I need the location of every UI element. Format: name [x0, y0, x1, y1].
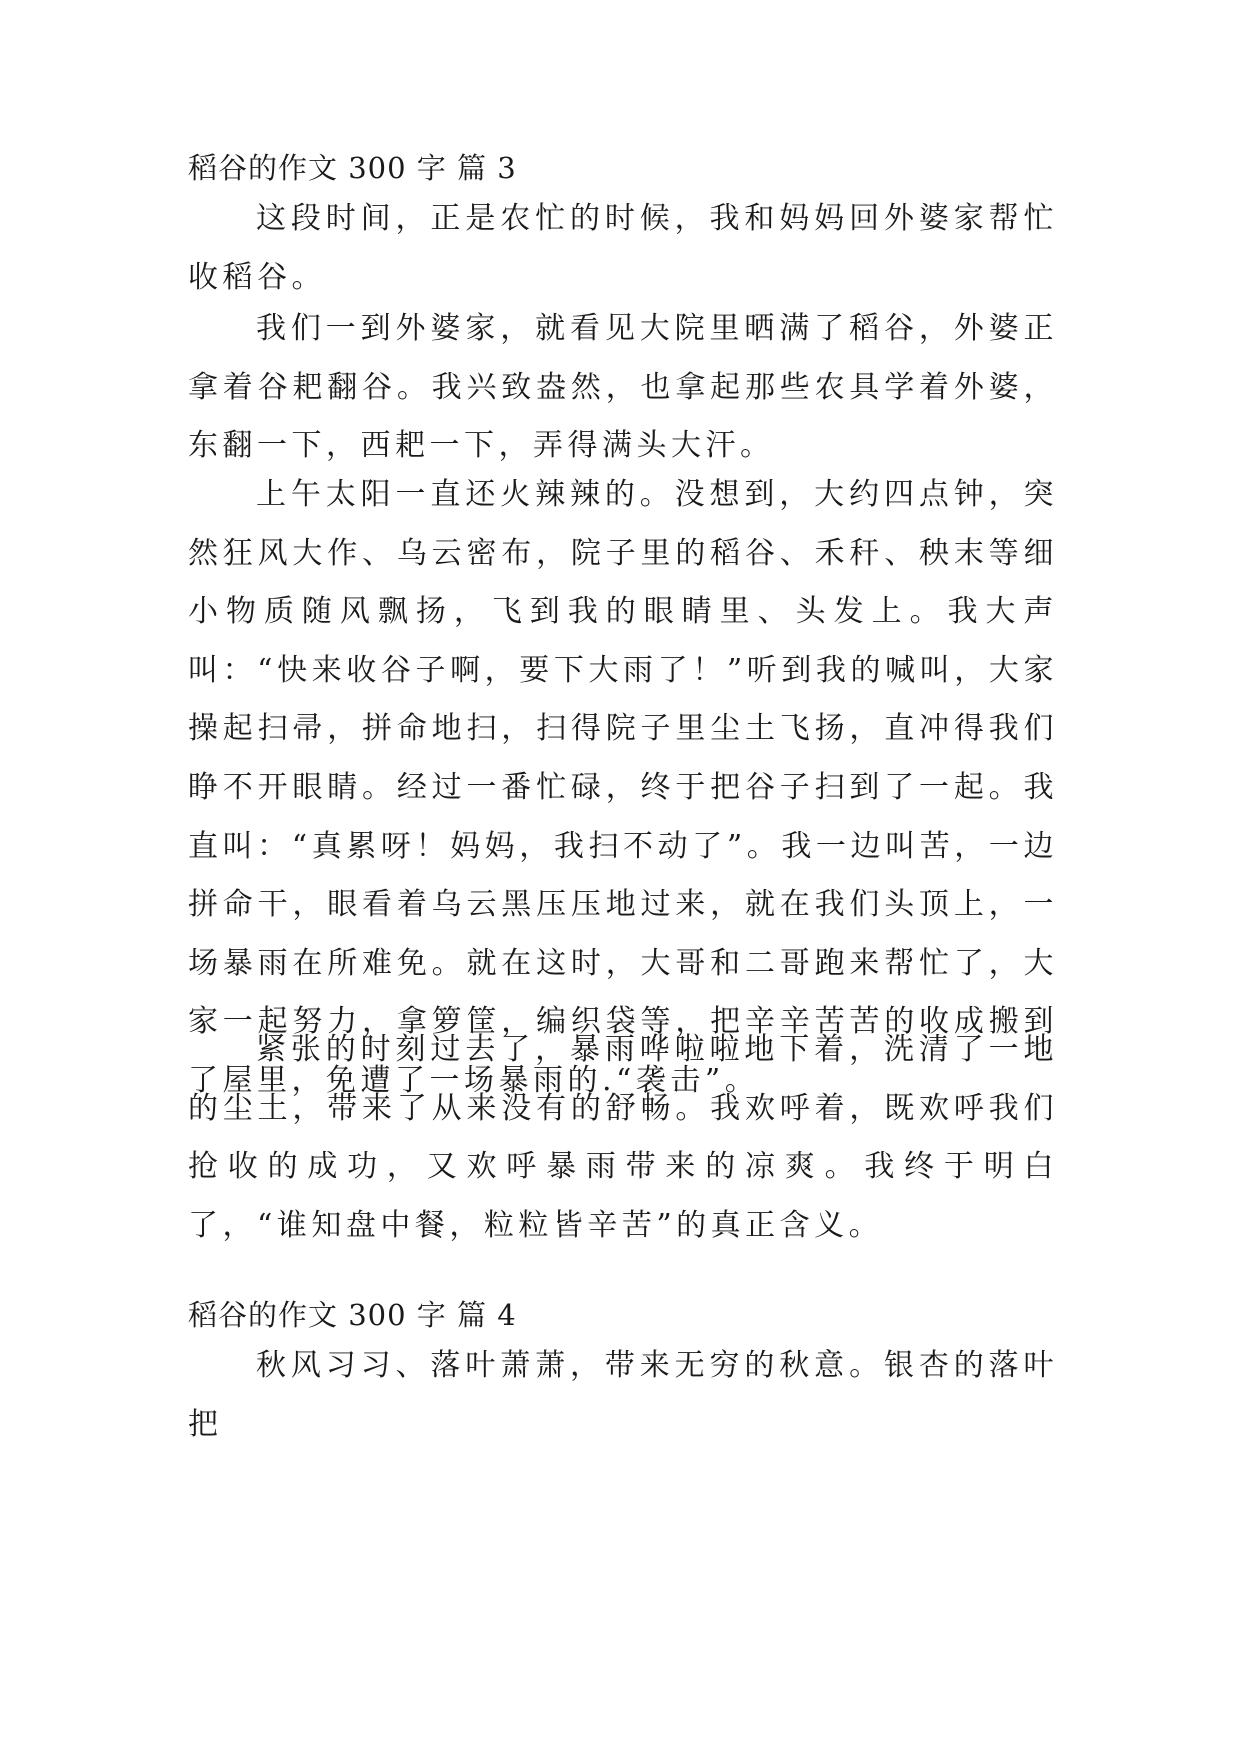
- paragraph: 秋风习习、落叶萧萧，带来无穷的秋意。银杏的落叶把: [188, 1348, 1058, 1442]
- paragraph: 上午太阳一直还火辣辣的。没想到，大约四点钟，突然狂风大作、乌云密布，院子里的稻谷、禾秆、秧末等细小物质随风飘扬，飞到我的眼睛里、头发上。我大声叫：“快来收谷子啊，要下大雨了！”听到我的喊叫，大家操起扫帚，拼命地扫，扫得院子里尘土飞扬，直冲得我们睁不开眼睛。经过一番忙碌，终于把谷子扫到了一起。我直叫：“真累呀！妈妈，我扫不动了”。我一边叫苦，一边拼命干，眼看着乌云黑压压地过来，就在我们头顶上，一场暴雨在所难免。就在这时，大哥和二哥跑来帮忙了，大家一起努力，拿箩筐，编织袋等，把辛辛苦苦的收成搬到了屋里，免遭了一场暴雨的.“袭击”。: [188, 477, 1058, 1098]
- paragraph: 这段时间，正是农忙的时候，我和妈妈回外婆家帮忙收稻谷。: [188, 201, 1058, 295]
- paragraph: 我们一到外婆家，就看见大院里晒满了稻谷，外婆正拿着谷耙翻谷。我兴致盎然，也拿起那些农具学着外婆，东翻一下，西耙一下，弄得满头大汗。: [188, 311, 1058, 464]
- paragraph: 紧张的时刻过去了，暴雨哗啦啦地下着，洗清了一地的尘土，带来了从来没有的舒畅。我欢呼着，既欢呼我们抢收的成功，又欢呼暴雨带来的凉爽。我终于明白了，“谁知盘中餐，粒粒皆辛苦”的真正含义。: [188, 1032, 1058, 1243]
- section-heading: 稻谷的作文 300 字 篇 4: [188, 1298, 517, 1332]
- section-heading: 稻谷的作文 300 字 篇 3: [188, 151, 517, 185]
